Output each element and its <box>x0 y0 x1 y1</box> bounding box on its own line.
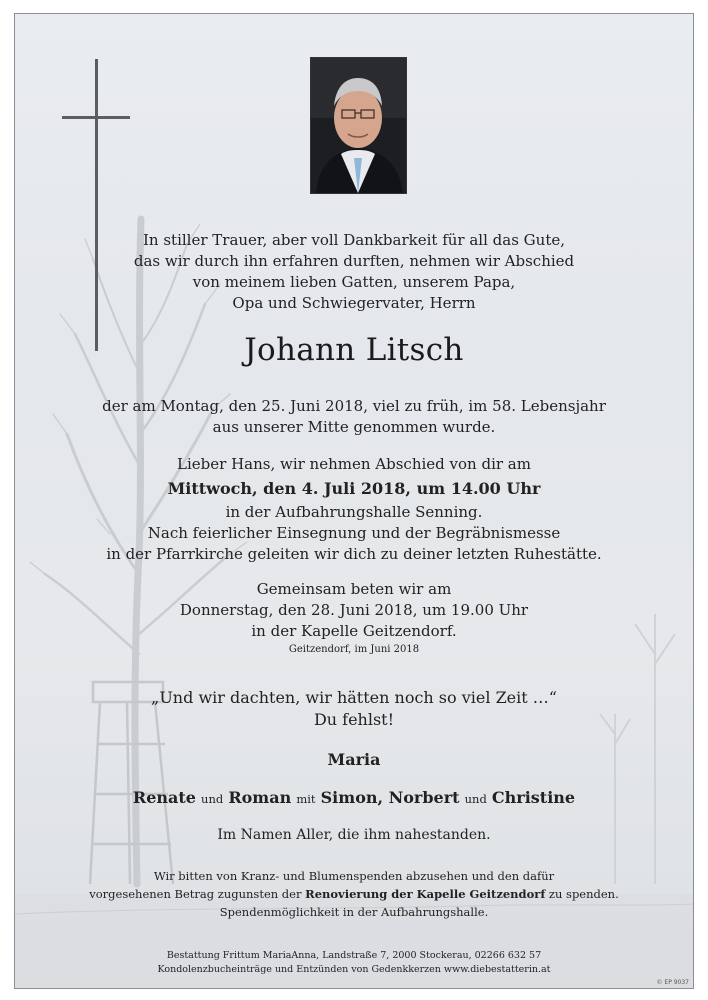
family-conjunction: mit <box>296 792 316 806</box>
donation-text: vorgesehenen Betrag zugunsten der <box>89 887 302 901</box>
portrait-photo <box>310 57 407 194</box>
funeral-line: Nach feierlicher Einsegnung und der Begräbnismesse <box>147 524 561 542</box>
donation-line: Spendenmöglichkeit in der Aufbahrungshalle. <box>219 905 489 919</box>
funeral-line: in der Pfarrkirche geleiten wir dich zu deiner letzten Ruhestätte. <box>106 545 602 563</box>
donation-text: zu spenden. <box>548 887 619 901</box>
funeral-line: in der Aufbahrungshalle Senning. <box>225 503 483 521</box>
obituary-card <box>14 13 694 989</box>
death-notice <box>15 396 693 438</box>
donation-cause: Renovierung der Kapelle Geitzendorf <box>305 887 546 901</box>
footer-line: Kondolenzbucheinträge und Entzünden von Gedenkkerzen www.diebestatterin.at <box>157 964 551 975</box>
prayer-line: Donnerstag, den 28. Juni 2018, um 19.00 Uhr <box>179 601 529 619</box>
quote <box>15 687 693 731</box>
farewell-intro: Lieber Hans, wir nehmen Abschied von dir am <box>177 455 531 473</box>
quote-line: Du fehlst! <box>313 710 395 729</box>
family-conjunction: und <box>201 792 224 806</box>
copyright-code: © EP 9037 <box>656 979 689 986</box>
family-name: Roman <box>228 788 292 807</box>
donation-line <box>15 885 693 903</box>
intro-text <box>15 230 693 314</box>
cross-bar <box>62 116 130 119</box>
place-date: Geitzendorf, im Juni 2018 <box>288 644 420 655</box>
on-behalf: Im Namen Aller, die ihm nahestanden. <box>217 827 491 843</box>
prayer-line: Gemeinsam beten wir am <box>256 580 452 598</box>
donation-request <box>15 867 693 921</box>
donation-line: Wir bitten von Kranz- und Blumenspenden abzusehen und den dafür <box>153 869 555 883</box>
family-name: Renate <box>132 788 196 807</box>
death-line: der am Montag, den 25. Juni 2018, viel zu früh, im 58. Lebensjahr <box>102 397 606 415</box>
family-name: Simon, Norbert <box>320 788 460 807</box>
deceased-name: Johann Litsch <box>244 332 464 368</box>
funeral-home-footer <box>15 949 693 977</box>
intro-line: das wir durch ihn erfahren durften, nehmen wir Abschied <box>133 252 575 270</box>
quote-line: „Und wir dachten, wir hätten noch so viel Zeit …“ <box>151 688 557 707</box>
funeral-date: Mittwoch, den 4. Juli 2018, um 14.00 Uhr <box>167 479 541 498</box>
funeral-details <box>15 502 693 565</box>
intro-line: In stiller Trauer, aber voll Dankbarkeit für all das Gute, <box>142 231 565 249</box>
family-conjunction: und <box>464 792 487 806</box>
family-names <box>15 787 693 810</box>
family-name: Christine <box>491 788 576 807</box>
spouse-name: Maria <box>327 750 381 769</box>
footer-line: Bestattung Frittum MariaAnna, Landstraße 7, 2000 Stockerau, 02266 632 57 <box>166 950 542 961</box>
intro-line: Opa und Schwiegervater, Herrn <box>232 294 476 312</box>
prayer-line: in der Kapelle Geitzendorf. <box>251 622 457 640</box>
intro-line: von meinem lieben Gatten, unserem Papa, <box>192 273 516 291</box>
prayer-info <box>15 579 693 642</box>
death-line: aus unserer Mitte genommen wurde. <box>212 418 496 436</box>
